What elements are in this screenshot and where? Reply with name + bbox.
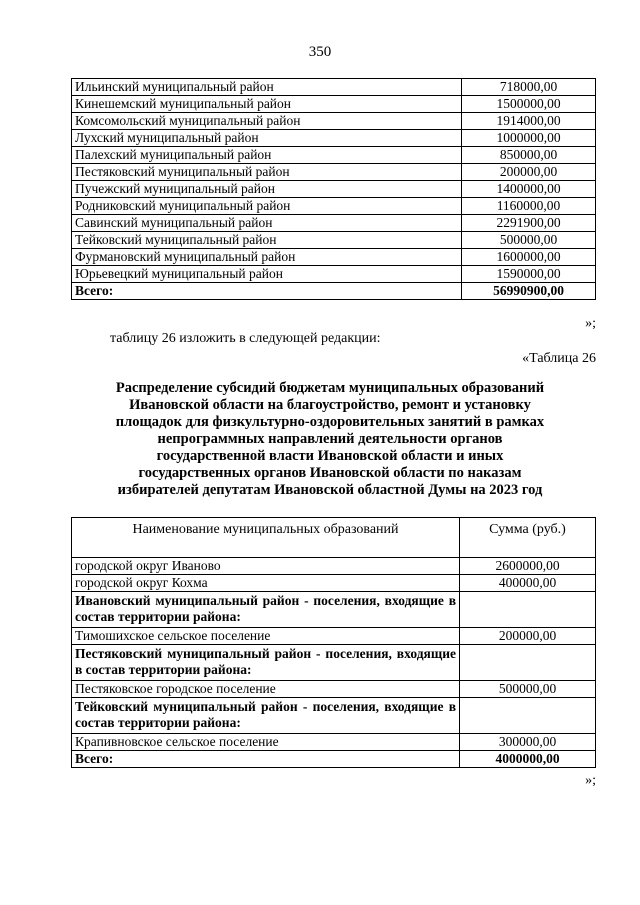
group-label: Тейковский муниципальный район - поселения, входящие в состав территории района: — [72, 698, 460, 734]
municipality-amount: 400000,00 — [460, 575, 596, 592]
header-name: Наименование муниципальных образований — [72, 518, 460, 558]
district-name: Пестяковский муниципальный район — [72, 164, 462, 181]
district-name: Ильинский муниципальный район — [72, 79, 462, 96]
subsidies-distribution-table — [71, 517, 596, 768]
table-label: «Таблица 26 — [522, 351, 596, 366]
district-amount: 850000,00 — [462, 147, 596, 164]
table-row — [72, 575, 596, 592]
group-amount-empty — [460, 698, 596, 734]
district-name: Савинский муниципальный район — [72, 215, 462, 232]
instruction-text: таблицу 26 изложить в следующей редакции: — [110, 331, 381, 346]
table-row — [72, 558, 596, 575]
table-header-row — [72, 518, 596, 558]
municipality-amount: 500000,00 — [460, 681, 596, 698]
municipality-name: Тимошихское сельское поселение — [72, 628, 460, 645]
heading-line: государственных органов Ивановской области по наказам — [138, 465, 522, 481]
table-row — [72, 628, 596, 645]
table-row — [72, 232, 596, 249]
district-amount: 1914000,00 — [462, 113, 596, 130]
district-amount: 200000,00 — [462, 164, 596, 181]
district-name: Кинешемский муниципальный район — [72, 96, 462, 113]
table-row — [72, 249, 596, 266]
municipality-name: Пестяковское городское поселение — [72, 681, 460, 698]
closing-quote-2: »; — [585, 773, 596, 788]
table-row — [72, 266, 596, 283]
group-label: Ивановский муниципальный район - поселения, входящие в состав территории района: — [72, 592, 460, 628]
district-amount: 1400000,00 — [462, 181, 596, 198]
district-name: Пучежский муниципальный район — [72, 181, 462, 198]
district-name: Лухский муниципальный район — [72, 130, 462, 147]
page-number: 350 — [308, 44, 332, 60]
total-amount: 4000000,00 — [460, 751, 596, 768]
table-row — [72, 181, 596, 198]
heading-line: площадок для физкультурно-оздоровительных занятий в рамках — [115, 414, 545, 430]
district-name: Палехский муниципальный район — [72, 147, 462, 164]
heading-line: Ивановской области на благоустройство, ремонт и установку — [129, 397, 531, 413]
table-row — [72, 681, 596, 698]
municipality-amount: 2600000,00 — [460, 558, 596, 575]
group-label: Пестяковский муниципальный район - поселения, входящие в состав территории района: — [72, 645, 460, 681]
district-name: Комсомольский муниципальный район — [72, 113, 462, 130]
total-label: Всего: — [72, 751, 460, 768]
district-subsidies-table — [71, 78, 596, 300]
district-name: Родниковский муниципальный район — [72, 198, 462, 215]
table-row — [72, 215, 596, 232]
district-name: Юрьевецкий муниципальный район — [72, 266, 462, 283]
table-row — [72, 734, 596, 751]
heading-line: непрограммных направлений деятельности органов — [157, 431, 503, 447]
district-amount: 2291900,00 — [462, 215, 596, 232]
group-row — [72, 645, 596, 681]
group-amount-empty — [460, 645, 596, 681]
group-amount-empty — [460, 592, 596, 628]
group-row — [72, 592, 596, 628]
heading-line: избирателей депутатам Ивановской областной Думы на 2023 год — [117, 482, 543, 498]
table-row — [72, 113, 596, 130]
district-amount: 500000,00 — [462, 232, 596, 249]
total-amount: 56990900,00 — [462, 283, 596, 300]
municipality-name: городской округ Кохма — [72, 575, 460, 592]
municipality-amount: 200000,00 — [460, 628, 596, 645]
district-amount: 1000000,00 — [462, 130, 596, 147]
district-amount: 1600000,00 — [462, 249, 596, 266]
district-name: Фурмановский муниципальный район — [72, 249, 462, 266]
heading-line: государственной власти Ивановской области и иных — [156, 448, 504, 464]
table-row — [72, 96, 596, 113]
heading-line: Распределение субсидий бюджетам муниципальных образований — [115, 380, 545, 396]
total-row — [72, 283, 596, 300]
closing-quote-1: »; — [585, 316, 596, 331]
district-amount: 1590000,00 — [462, 266, 596, 283]
total-row — [72, 751, 596, 768]
table-row — [72, 130, 596, 147]
group-row — [72, 698, 596, 734]
district-name: Тейковский муниципальный район — [72, 232, 462, 249]
district-amount: 718000,00 — [462, 79, 596, 96]
table-heading — [80, 380, 580, 499]
table-row — [72, 147, 596, 164]
total-label: Всего: — [72, 283, 462, 300]
header-amount: Сумма (руб.) — [460, 518, 596, 558]
table-row — [72, 198, 596, 215]
municipality-name: городской округ Иваново — [72, 558, 460, 575]
table-row — [72, 164, 596, 181]
district-amount: 1500000,00 — [462, 96, 596, 113]
district-amount: 1160000,00 — [462, 198, 596, 215]
municipality-amount: 300000,00 — [460, 734, 596, 751]
municipality-name: Крапивновское сельское поселение — [72, 734, 460, 751]
table-row — [72, 79, 596, 96]
